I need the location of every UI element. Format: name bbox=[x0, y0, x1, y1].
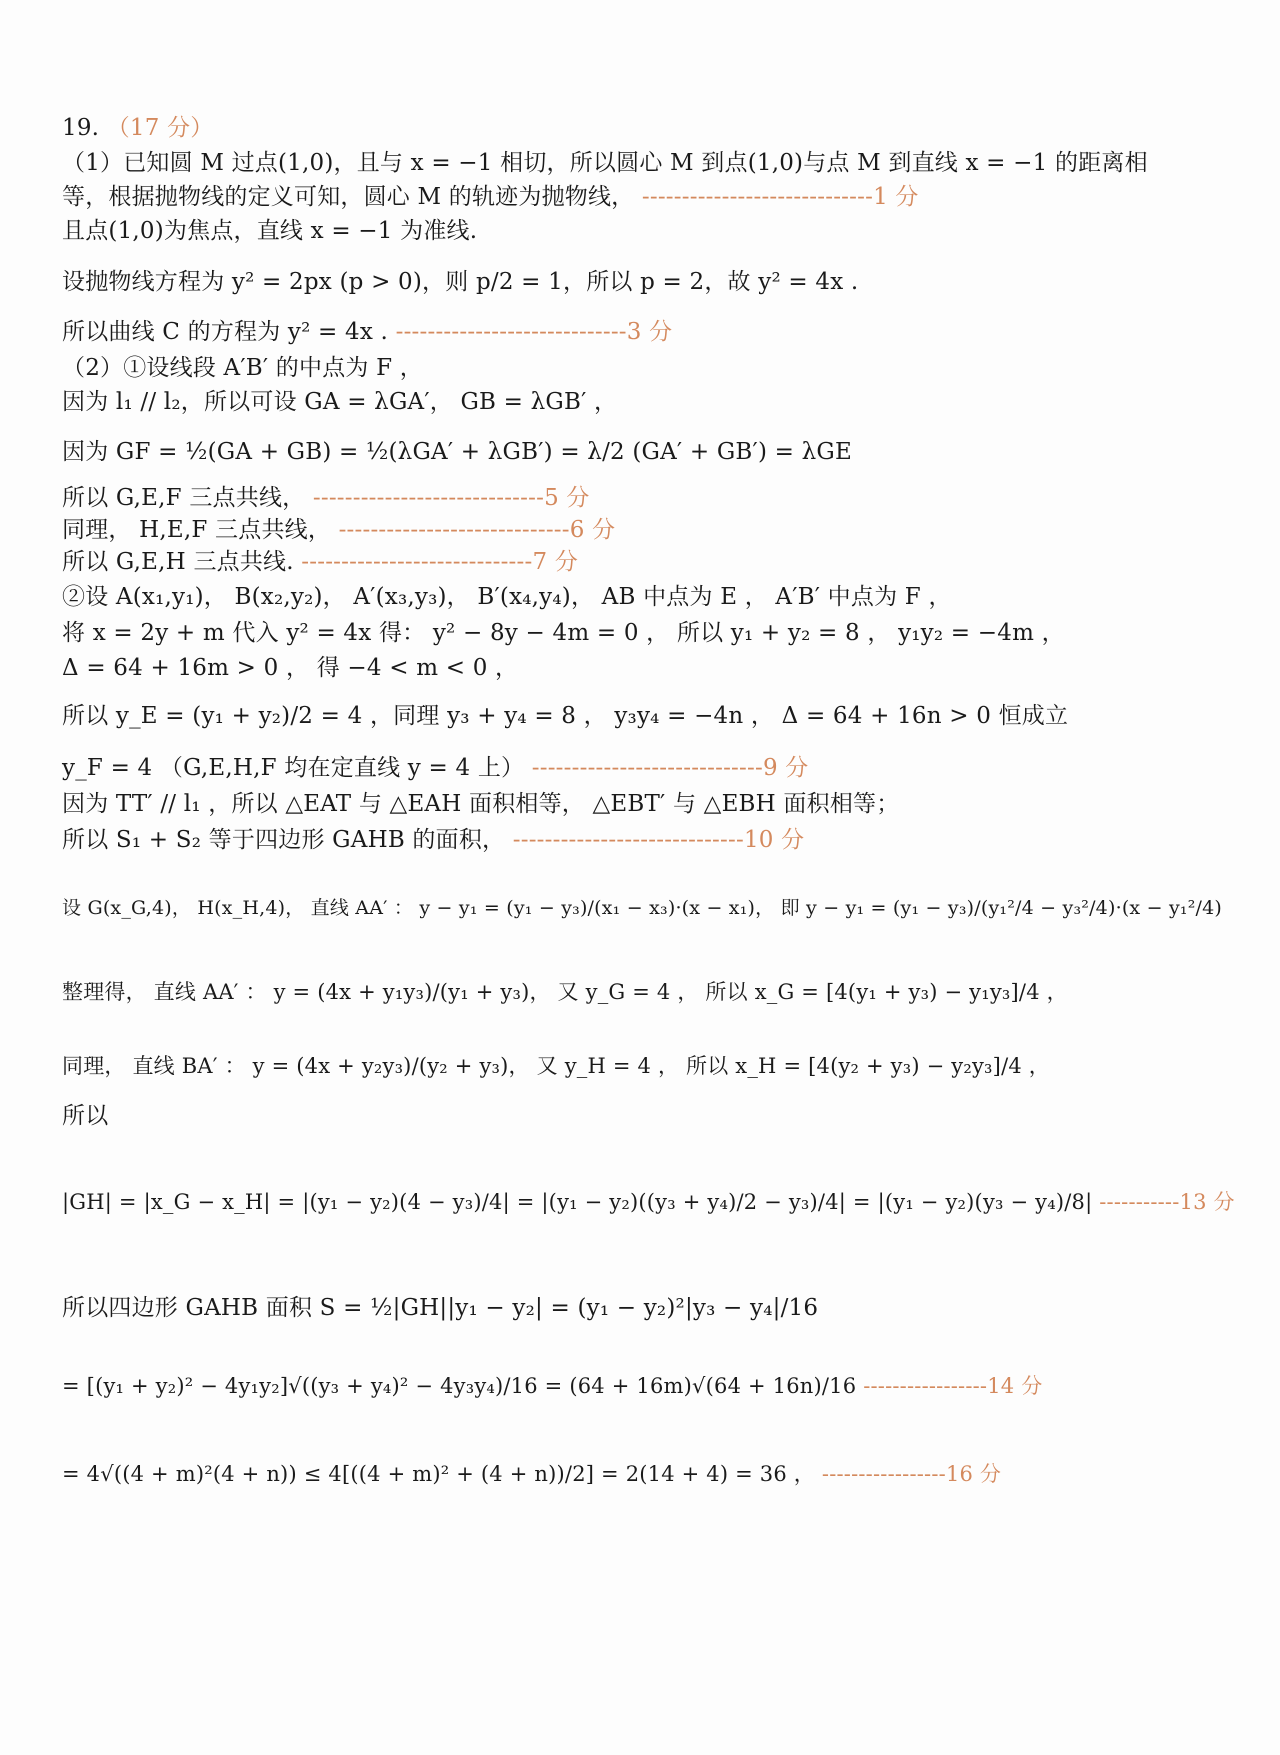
solution-line bbox=[62, 386, 617, 418]
line-text: 所以四边形 GAHB 面积 S = ½|GH||y₁ − y₂| = (y₁ − y₂)²|y₃ − y₄|/16 bbox=[62, 1295, 819, 1321]
solution-line bbox=[62, 581, 952, 613]
line-text: 同理， H,E,F 三点共线， bbox=[62, 517, 332, 543]
line-text: 设 G(x_G,4)， H(x_H,4)， 直线 AA′ ： y − y₁ = (y₁ − y₃)/(x₁ − x₃)·(x − x₁)， 即 y − y₁ = (y₁ − y₃)/(y₁²/4 − y₃²/4)·(x − y₁²/4) bbox=[62, 897, 1223, 919]
solution-line bbox=[62, 1100, 108, 1132]
score-marker: -----------------------------10 分 bbox=[512, 827, 805, 853]
solution-line bbox=[62, 546, 578, 578]
score-label: 7 分 bbox=[532, 549, 579, 575]
line-text: 所以 bbox=[62, 1103, 109, 1129]
solution-line bbox=[62, 352, 423, 384]
line-text: ②设 A(x₁,y₁)， B(x₂,y₂)， A′(x₃,y₃)， B′(x₄,y₄)， AB 中点为 E ， A′B′ 中点为 F ， bbox=[62, 584, 952, 610]
solution-line bbox=[62, 266, 858, 298]
line-text: （2）①设线段 A′B′ 的中点为 F ， bbox=[62, 355, 423, 381]
solution-line bbox=[62, 1050, 1050, 1082]
solution-line bbox=[62, 1370, 1042, 1402]
line-text: 整理得， 直线 AA′ ： y = (4x + y₁y₃)/(y₁ + y₃)， 又 y_G = 4 ， 所以 x_G = [4(y₁ + y₃) − y₁y₃]/4 ， bbox=[62, 980, 1068, 1004]
line-text: y_F = 4 （G,E,H,F 均在定直线 y = 4 上） bbox=[62, 755, 525, 781]
line-text: 且点(1,0)为焦点，直线 x = −1 为准线. bbox=[62, 218, 478, 244]
solution-line bbox=[62, 514, 615, 546]
solution-line bbox=[62, 215, 477, 247]
solution-line bbox=[62, 1458, 1001, 1490]
score-marker: -----------------------------6 分 bbox=[338, 517, 616, 543]
solution-line bbox=[62, 700, 1068, 732]
score-label: 10 分 bbox=[743, 827, 805, 853]
score-label: 9 分 bbox=[762, 755, 809, 781]
solution-line bbox=[62, 436, 852, 468]
score-marker: -----------------------------9 分 bbox=[531, 755, 809, 781]
line-text: 所以曲线 C 的方程为 y² = 4x . bbox=[62, 319, 389, 345]
line-text: Δ = 64 + 16m > 0 ， 得 −4 < m < 0 ， bbox=[62, 655, 519, 681]
solution-line bbox=[62, 316, 672, 348]
solution-line bbox=[62, 824, 804, 856]
line-text: 所以 G,E,F 三点共线， bbox=[62, 485, 306, 511]
problem-points: （17 分） bbox=[106, 115, 214, 141]
score-marker: -----------13 分 bbox=[1099, 1190, 1235, 1214]
solution-line bbox=[62, 147, 1148, 179]
score-marker: -----------------------------7 分 bbox=[301, 549, 579, 575]
line-text: 因为 GF = ½(GA + GB) = ½(λGA′ + λGB′) = λ/2 (GA′ + GB′) = λGE bbox=[62, 439, 852, 465]
line-text: 将 x = 2y + m 代入 y² = 4x 得： y² − 8y − 4m = 0 ， 所以 y₁ + y₂ = 8 ， y₁y₂ = −4m ， bbox=[62, 620, 1065, 646]
score-label: 5 分 bbox=[544, 485, 590, 511]
score-marker: -----------------------------3 分 bbox=[395, 319, 673, 345]
score-label: 16 分 bbox=[945, 1462, 1002, 1486]
line-text: 设抛物线方程为 y² = 2px (p > 0)，则 p/2 = 1，所以 p = 2，故 y² = 4x . bbox=[62, 269, 859, 295]
solution-line bbox=[62, 752, 809, 784]
solution-line bbox=[62, 617, 1065, 649]
solution-line bbox=[62, 892, 1222, 924]
solution-line bbox=[62, 652, 518, 684]
line-text: （1）已知圆 M 过点(1,0)，且与 x = −1 相切，所以圆心 M 到点(1,0)与点 M 到直线 x = −1 的距离相 bbox=[62, 150, 1148, 176]
score-label: 3 分 bbox=[626, 319, 673, 345]
line-text: 所以 y_E = (y₁ + y₂)/2 = 4 ，同理 y₃ + y₄ = 8 ， y₃y₄ = −4n ， Δ = 64 + 16n > 0 恒成立 bbox=[62, 703, 1069, 729]
line-text: 等，根据抛物线的定义可知，圆心 M 的轨迹为抛物线， bbox=[62, 184, 635, 210]
line-text: 因为 TT′ // l₁ ，所以 △EAT 与 △EAH 面积相等， △EBT′ 与 △EBH 面积相等； bbox=[62, 791, 900, 817]
solution-line bbox=[62, 1186, 1235, 1218]
score-marker: -----------------16 分 bbox=[821, 1462, 1002, 1486]
solution-line bbox=[62, 181, 919, 213]
line-text: 所以 S₁ + S₂ 等于四边形 GAHB 的面积， bbox=[62, 827, 506, 853]
score-marker: -----------------------------5 分 bbox=[312, 485, 590, 511]
score-marker: -----------------------------1 分 bbox=[641, 184, 919, 210]
solution-line bbox=[62, 482, 590, 514]
line-text: = 4√((4 + m)²(4 + n)) ≤ 4[((4 + m)² + (4 + n))/2] = 2(14 + 4) = 36 ， bbox=[62, 1462, 816, 1486]
line-text: |GH| = |x_G − x_H| = |(y₁ − y₂)(4 − y₃)/4| = |(y₁ − y₂)((y₃ + y₄)/2 − y₃)/4| = |(y₁ − y₂)(y₃ − y₄)/8| bbox=[62, 1190, 1093, 1214]
score-label: 6 分 bbox=[569, 517, 616, 543]
problem-header bbox=[62, 112, 213, 144]
score-marker: -----------------14 分 bbox=[863, 1374, 1043, 1398]
line-text: 同理， 直线 BA′ ： y = (4x + y₂y₃)/(y₂ + y₃)， 又 y_H = 4 ， 所以 x_H = [4(y₂ + y₃) − y₂y₃]/4 ， bbox=[62, 1054, 1050, 1078]
score-label: 14 分 bbox=[987, 1374, 1043, 1398]
score-label: 13 分 bbox=[1179, 1190, 1235, 1214]
solution-line bbox=[62, 976, 1068, 1008]
line-text: 因为 l₁ // l₂，所以可设 GA = λGA′， GB = λGB′ ， bbox=[62, 389, 618, 415]
solution-line bbox=[62, 1292, 818, 1324]
score-label: 1 分 bbox=[873, 184, 919, 210]
line-text: = [(y₁ + y₂)² − 4y₁y₂]√((y₃ + y₄)² − 4y₃y₄)/16 = (64 + 16m)√(64 + 16n)/16 bbox=[62, 1374, 857, 1398]
problem-number: 19. bbox=[62, 115, 100, 141]
line-text: 所以 G,E,H 三点共线. bbox=[62, 549, 294, 575]
solution-line bbox=[62, 788, 899, 820]
